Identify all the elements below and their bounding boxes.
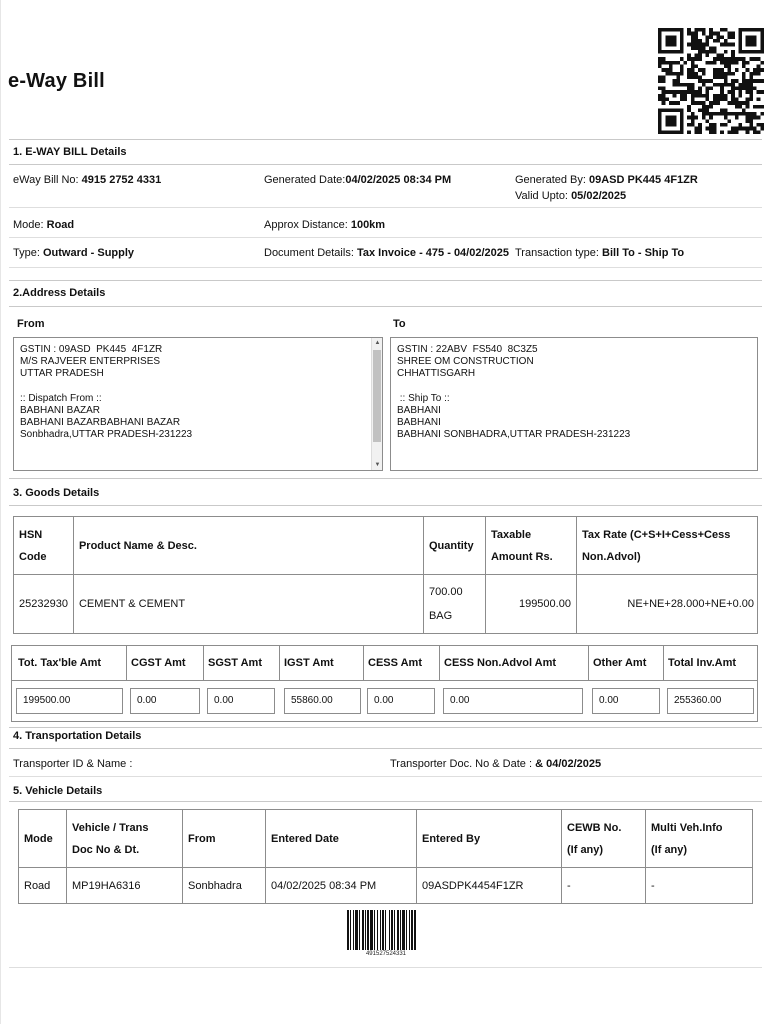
from-address-text: GSTIN : 09ASD PK445 4F1ZR M/S RAJVEER ENTERPRISES UTTAR PRADESH :: Dispatch From :: BABHANI BAZAR BABHANI BAZARBABHANI BAZAR Sonbhadra,UTTAR PRADESH-231223 xyxy=(20,344,193,441)
cell-multi-veh: - xyxy=(646,868,753,904)
scroll-thumb[interactable] xyxy=(373,350,381,442)
col-vehicle: Vehicle / Trans Doc No & Dt. xyxy=(67,810,183,868)
cell-entered-by: 09ASDPK4454F1ZR xyxy=(417,868,562,904)
divider xyxy=(9,727,762,728)
col-entered-by: Entered By xyxy=(417,810,562,868)
col-mode: Mode xyxy=(19,810,67,868)
divider xyxy=(9,267,762,268)
cell-taxable: 199500.00 xyxy=(485,575,576,634)
divider xyxy=(9,280,762,281)
cell-vehicle: MP19HA6316 xyxy=(67,868,183,904)
divider xyxy=(9,139,762,140)
document-details: Document Details: Tax Invoice - 475 - 04/02/2025 xyxy=(264,247,509,259)
cell-quantity: 700.00 BAG xyxy=(423,575,485,634)
section-title-goods: 3. Goods Details xyxy=(13,487,100,499)
col-from: From xyxy=(183,810,266,868)
divider xyxy=(9,237,762,238)
ewb-number: eWay Bill No: 4915 2752 4331 xyxy=(13,174,162,186)
goods-table xyxy=(13,516,758,634)
cell-tax-rate: NE+NE+28.000+NE+0.00 xyxy=(576,575,757,634)
barcode-icon xyxy=(347,910,425,950)
transaction-type: Transaction type: Bill To - Ship To xyxy=(515,247,685,259)
cell-mode: Road xyxy=(19,868,67,904)
section-title-ewb: 1. E-WAY BILL Details xyxy=(13,146,127,158)
transporter-doc: Transporter Doc. No & Date : & 04/02/2025 xyxy=(390,758,602,770)
vehicle-header-row xyxy=(19,810,753,868)
goods-header-row xyxy=(14,517,758,575)
transport-mode: Mode: Road xyxy=(13,219,75,231)
barcode-number: 491527524331 xyxy=(365,951,407,957)
cell-entered-date: 04/02/2025 08:34 PM xyxy=(266,868,417,904)
col-hsn: HSN Code xyxy=(14,517,74,575)
table-row xyxy=(14,575,758,634)
col-entered-date: Entered Date xyxy=(266,810,417,868)
transporter-id: Transporter ID & Name : xyxy=(13,758,133,770)
to-label: To xyxy=(393,318,406,330)
divider xyxy=(9,748,762,749)
divider xyxy=(11,680,758,681)
supply-type: Type: Outward - Supply xyxy=(13,247,135,259)
col-cewb: CEWB No. (If any) xyxy=(562,810,646,868)
cess-field[interactable]: 0.00 xyxy=(367,688,435,714)
divider xyxy=(9,776,762,777)
divider xyxy=(9,306,762,307)
cell-product: CEMENT & CEMENT xyxy=(73,575,423,634)
tot-taxable-field[interactable]: 199500.00 xyxy=(16,688,123,714)
from-address-scrollbar[interactable] xyxy=(371,338,382,470)
col-quantity: Quantity xyxy=(423,517,485,575)
table-row xyxy=(19,868,753,904)
divider xyxy=(9,967,762,968)
vehicle-table xyxy=(18,809,753,904)
approx-distance: Approx Distance: 100km xyxy=(264,219,386,231)
cess-non-advol-field[interactable]: 0.00 xyxy=(443,688,583,714)
scroll-up-icon[interactable]: ▲ xyxy=(374,340,381,346)
cell-from: Sonbhadra xyxy=(183,868,266,904)
igst-label: IGST Amt xyxy=(284,657,334,669)
divider xyxy=(9,207,762,208)
divider xyxy=(9,801,762,802)
to-address-box[interactable] xyxy=(390,337,758,471)
from-address-box[interactable] xyxy=(13,337,383,471)
qr-code-icon xyxy=(658,28,764,134)
sgst-label: SGST Amt xyxy=(208,657,262,669)
section-title-vehicle: 5. Vehicle Details xyxy=(13,785,103,797)
generated-by: Generated By: 09ASD PK445 4F1ZR xyxy=(515,174,698,186)
to-address-text: GSTIN : 22ABV FS540 8C3Z5 SHREE OM CONSTRUCTION CHHATTISGARH :: Ship To :: BABHANI BABHANI BABHANI SONBHADRA,UTTAR PRADESH-231223 xyxy=(397,344,631,441)
valid-upto: Valid Upto: 05/02/2025 xyxy=(515,190,627,202)
cell-cewb: - xyxy=(562,868,646,904)
divider xyxy=(9,164,762,165)
scroll-down-icon[interactable]: ▼ xyxy=(374,462,381,468)
cgst-label: CGST Amt xyxy=(131,657,186,669)
igst-field[interactable]: 55860.00 xyxy=(284,688,361,714)
total-inv-label: Total Inv.Amt xyxy=(668,657,737,669)
cess-label: CESS Amt xyxy=(368,657,422,669)
col-product: Product Name & Desc. xyxy=(73,517,423,575)
generated-date: Generated Date:04/02/2025 08:34 PM xyxy=(264,174,452,186)
other-amt-field[interactable]: 0.00 xyxy=(592,688,660,714)
section-title-address: 2.Address Details xyxy=(13,287,106,299)
section-title-transport: 4. Transportation Details xyxy=(13,730,142,742)
total-inv-field[interactable]: 255360.00 xyxy=(667,688,754,714)
other-amt-label: Other Amt xyxy=(593,657,647,669)
from-label: From xyxy=(17,318,45,330)
col-tax-rate: Tax Rate (C+S+I+Cess+Cess Non.Advol) xyxy=(576,517,757,575)
divider xyxy=(9,505,762,506)
cgst-field[interactable]: 0.00 xyxy=(130,688,200,714)
sgst-field[interactable]: 0.00 xyxy=(207,688,275,714)
cess-non-advol-label: CESS Non.Advol Amt xyxy=(444,657,557,669)
divider xyxy=(9,478,762,479)
page-title: e-Way Bill xyxy=(8,70,105,92)
col-multi-veh: Multi Veh.Info (If any) xyxy=(646,810,753,868)
col-taxable: Taxable Amount Rs. xyxy=(485,517,576,575)
tot-taxable-label: Tot. Tax'ble Amt xyxy=(18,657,102,669)
cell-hsn: 25232930 xyxy=(14,575,74,634)
